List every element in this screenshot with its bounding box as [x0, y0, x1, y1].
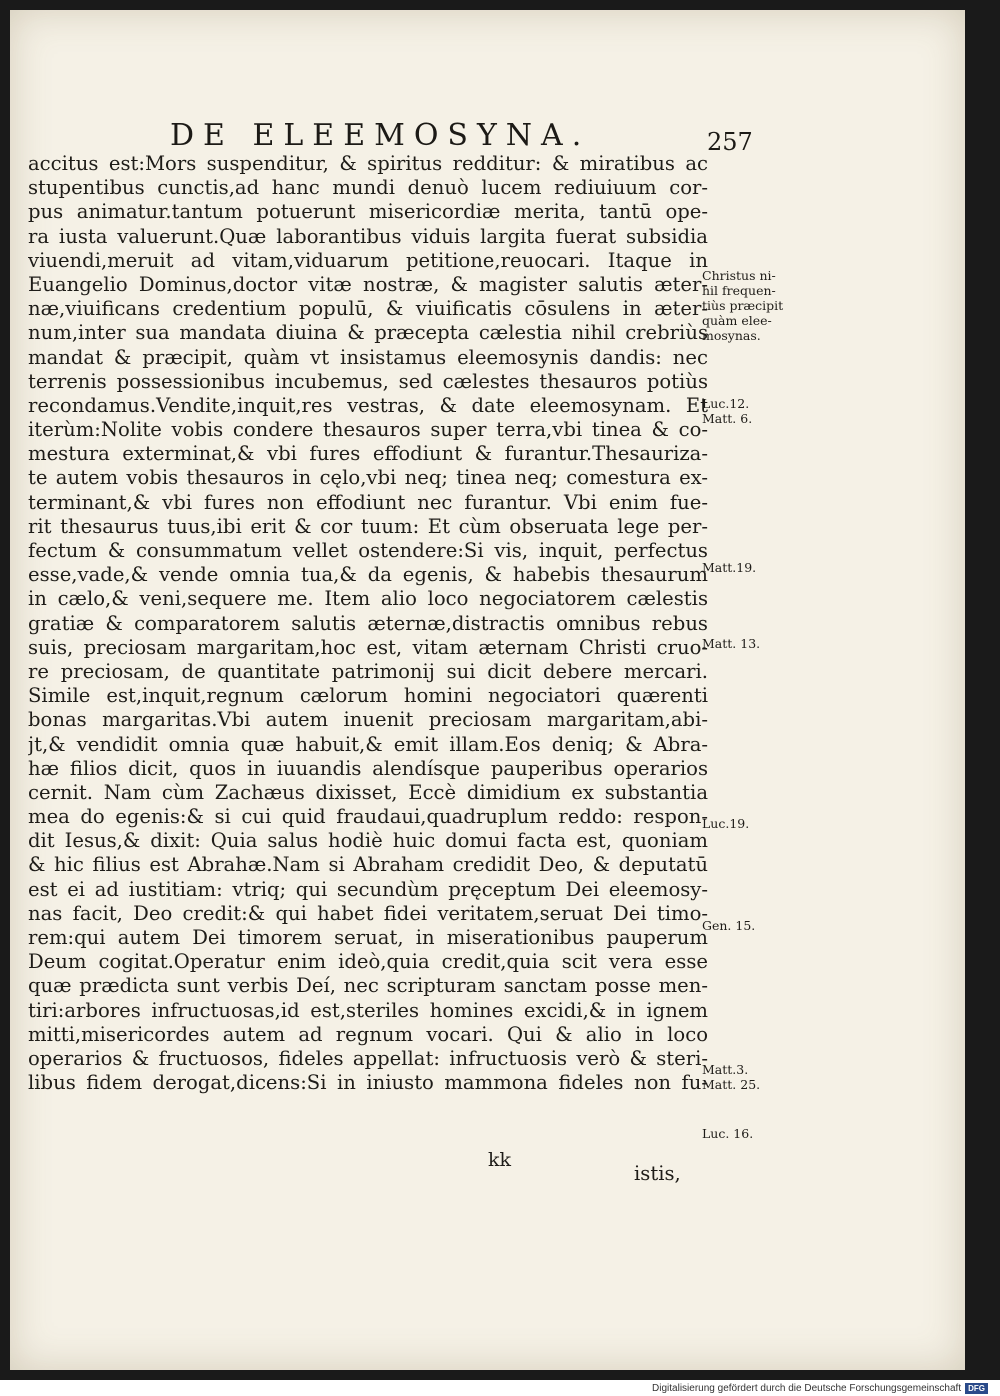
text-line: nas facit, Deo credit:& qui habet fidei veritatem,seruat Dei timo-	[28, 901, 708, 925]
dfg-logo: DFG	[965, 1383, 988, 1394]
text-line: libus fidem derogat,dicens:Si in iniusto mammona fideles non fu-	[28, 1071, 708, 1095]
margin-note-line: Christus ni-	[702, 268, 776, 283]
text-line: recondamus.Vendite,inquit,res vestras, & date eleemosynam. Et	[28, 393, 708, 417]
text-line: accitus est:Mors suspenditur, & spiritus redditur: & miratibus ac	[28, 152, 708, 175]
margin-note-luc16	[702, 1126, 782, 1141]
text-line: stupentibus cunctis,ad hanc mundi denuò lucem rediuiuum cor-	[28, 176, 708, 200]
margin-note-gen15	[702, 918, 782, 933]
text-line: & hic filius est Abrahæ.Nam si Abraham credidit Deo, & deputatū	[28, 853, 708, 877]
margin-note-line: Matt.19.	[702, 560, 757, 575]
margin-note-christus	[702, 268, 782, 343]
margin-note-line: mosynas.	[702, 328, 761, 343]
text-line: dit Iesus,& dixit: Quia salus hodiè huic domui facta est, quoniam	[28, 829, 708, 853]
text-line: rit thesaurus tuus,ibi erit & cor tuum: Et cùm obseruata lege per-	[28, 514, 708, 538]
margin-note-line: Matt.3.	[702, 1062, 749, 1077]
text-line: terminant,& vbi fures non effodiunt nec furantur. Vbi enim fue-	[28, 490, 708, 514]
text-line: suis, preciosam margaritam,hoc est, vitam æternam Christi cruo-	[28, 635, 708, 659]
text-line: hæ filios dicit, quos in iuuandis alendísque pauperibus operarios	[28, 756, 708, 780]
text-line: mitti,misericordes autem ad regnum vocari. Qui & alio in loco	[28, 1022, 708, 1046]
catchword: istis,	[634, 1162, 681, 1185]
text-line: terrenis possessionibus incubemus, sed cælestes thesauros potiùs	[28, 369, 708, 393]
running-head: DE ELEEMOSYNA.	[170, 118, 591, 153]
text-line: viuendi,meruit ad vitam,viduarum petitione,reuocari. Itaque in	[28, 248, 708, 272]
text-line: te autem vobis thesauros in cęlo,vbi neq; tinea neq; comestura ex-	[28, 466, 708, 490]
text-line: fectum & consummatum vellet ostendere:Si vis, inquit, perfectus	[28, 539, 708, 562]
margin-note-line: quàm elee-	[702, 313, 772, 328]
margin-note-line: Matt. 25.	[702, 1077, 761, 1092]
margin-note-luc12	[702, 396, 782, 426]
text-line: re preciosam, de quantitate patrimonij sui dicit debere mercari.	[28, 659, 708, 683]
text-line: num,inter sua mandata diuina & præcepta cælestia nihil crebriùs	[28, 321, 708, 345]
text-line: tiri:arbores infructuosas,id est,steriles homines excidi,& in ignem	[28, 998, 708, 1022]
text-line: quæ prædicta sunt verbis Deí, nec scripturam sanctam posse men-	[28, 974, 708, 998]
margin-note-luc19	[702, 816, 782, 831]
text-line: Deum cogitat.Operatur enim ideò,quia credit,quia scit vera esse	[28, 950, 708, 974]
page-number: 257	[707, 128, 753, 156]
book-page	[10, 10, 965, 1370]
text-line: mestura exterminat,& vbi fures effodiunt & furantur.Thesauriza-	[28, 442, 708, 466]
text-line: Euangelio Dominus,doctor vitæ nostræ, & magister salutis æter-	[28, 272, 708, 296]
margin-note-line: hil frequen-	[702, 283, 776, 298]
text-line: ra iusta valuerunt.Quæ laborantibus viduis largita fuerat subsidia	[28, 224, 708, 248]
margin-note-matt13	[702, 636, 782, 651]
margin-note-line: Matt. 13.	[702, 636, 761, 651]
text-line: est ei ad iustitiam: vtriq; qui secundùm pręceptum Dei eleemosy-	[28, 877, 708, 901]
margin-note-line: Gen. 15.	[702, 918, 756, 933]
margin-note-matt3	[702, 1062, 782, 1092]
text-line: næ,viuificans credentium populū, & viuificatis cōsulens in æter-	[28, 297, 708, 321]
margin-note-line: tiùs præcipit	[702, 298, 784, 313]
margin-note-matt19	[702, 560, 782, 575]
text-line: cernit. Nam cùm Zachæus dixisset, Eccè dimidium ex substantia	[28, 780, 708, 804]
text-line: pus animatur.tantum potuerunt misericordiæ merita, tantū ope-	[28, 200, 708, 224]
text-line: bonas margaritas.Vbi autem inuenit preciosam margaritam,abi-	[28, 708, 708, 732]
text-line: gratiæ & comparatorem salutis æternæ,distractis omnibus rebus	[28, 611, 708, 635]
text-line: mea do egenis:& si cui quid fraudaui,quadruplum reddo: respon-	[28, 805, 708, 829]
text-line: rem:qui autem Dei timorem seruat, in miserationibus pauperum	[28, 926, 708, 949]
text-line: jt,& vendidit omnia quæ habuit,& emit illam.Eos deniq; & Abra-	[28, 732, 708, 756]
footer-credit-text: Digitalisierung gefördert durch die Deutsche Forschungsgemeinschaft	[652, 1382, 962, 1394]
footer-credit-bar	[652, 1382, 988, 1394]
text-line: mandat & præcipit, quàm vt insistamus eleemosynis dandis: nec	[28, 345, 708, 369]
text-line: operarios & fructuosos, fideles appellat: infructuosis verò & steri-	[28, 1046, 708, 1070]
margin-note-line: Matt. 6.	[702, 411, 753, 426]
margin-note-line: Luc.19.	[702, 816, 750, 831]
signature-mark: kk	[488, 1149, 512, 1171]
margin-note-line: Luc. 16.	[702, 1126, 754, 1141]
text-line: esse,vade,& vende omnia tua,& da egenis, & habebis thesaurum	[28, 563, 708, 587]
body-text	[28, 152, 708, 1095]
text-line: iterùm:Nolite vobis condere thesauros super terra,vbi tinea & co-	[28, 418, 708, 442]
margin-note-line: Luc.12.	[702, 396, 750, 411]
text-line: in cælo,& veni,sequere me. Item alio loco negociatorem cælestis	[28, 587, 708, 611]
text-line: Simile est,inquit,regnum cælorum homini negociatori quærenti	[28, 684, 708, 708]
